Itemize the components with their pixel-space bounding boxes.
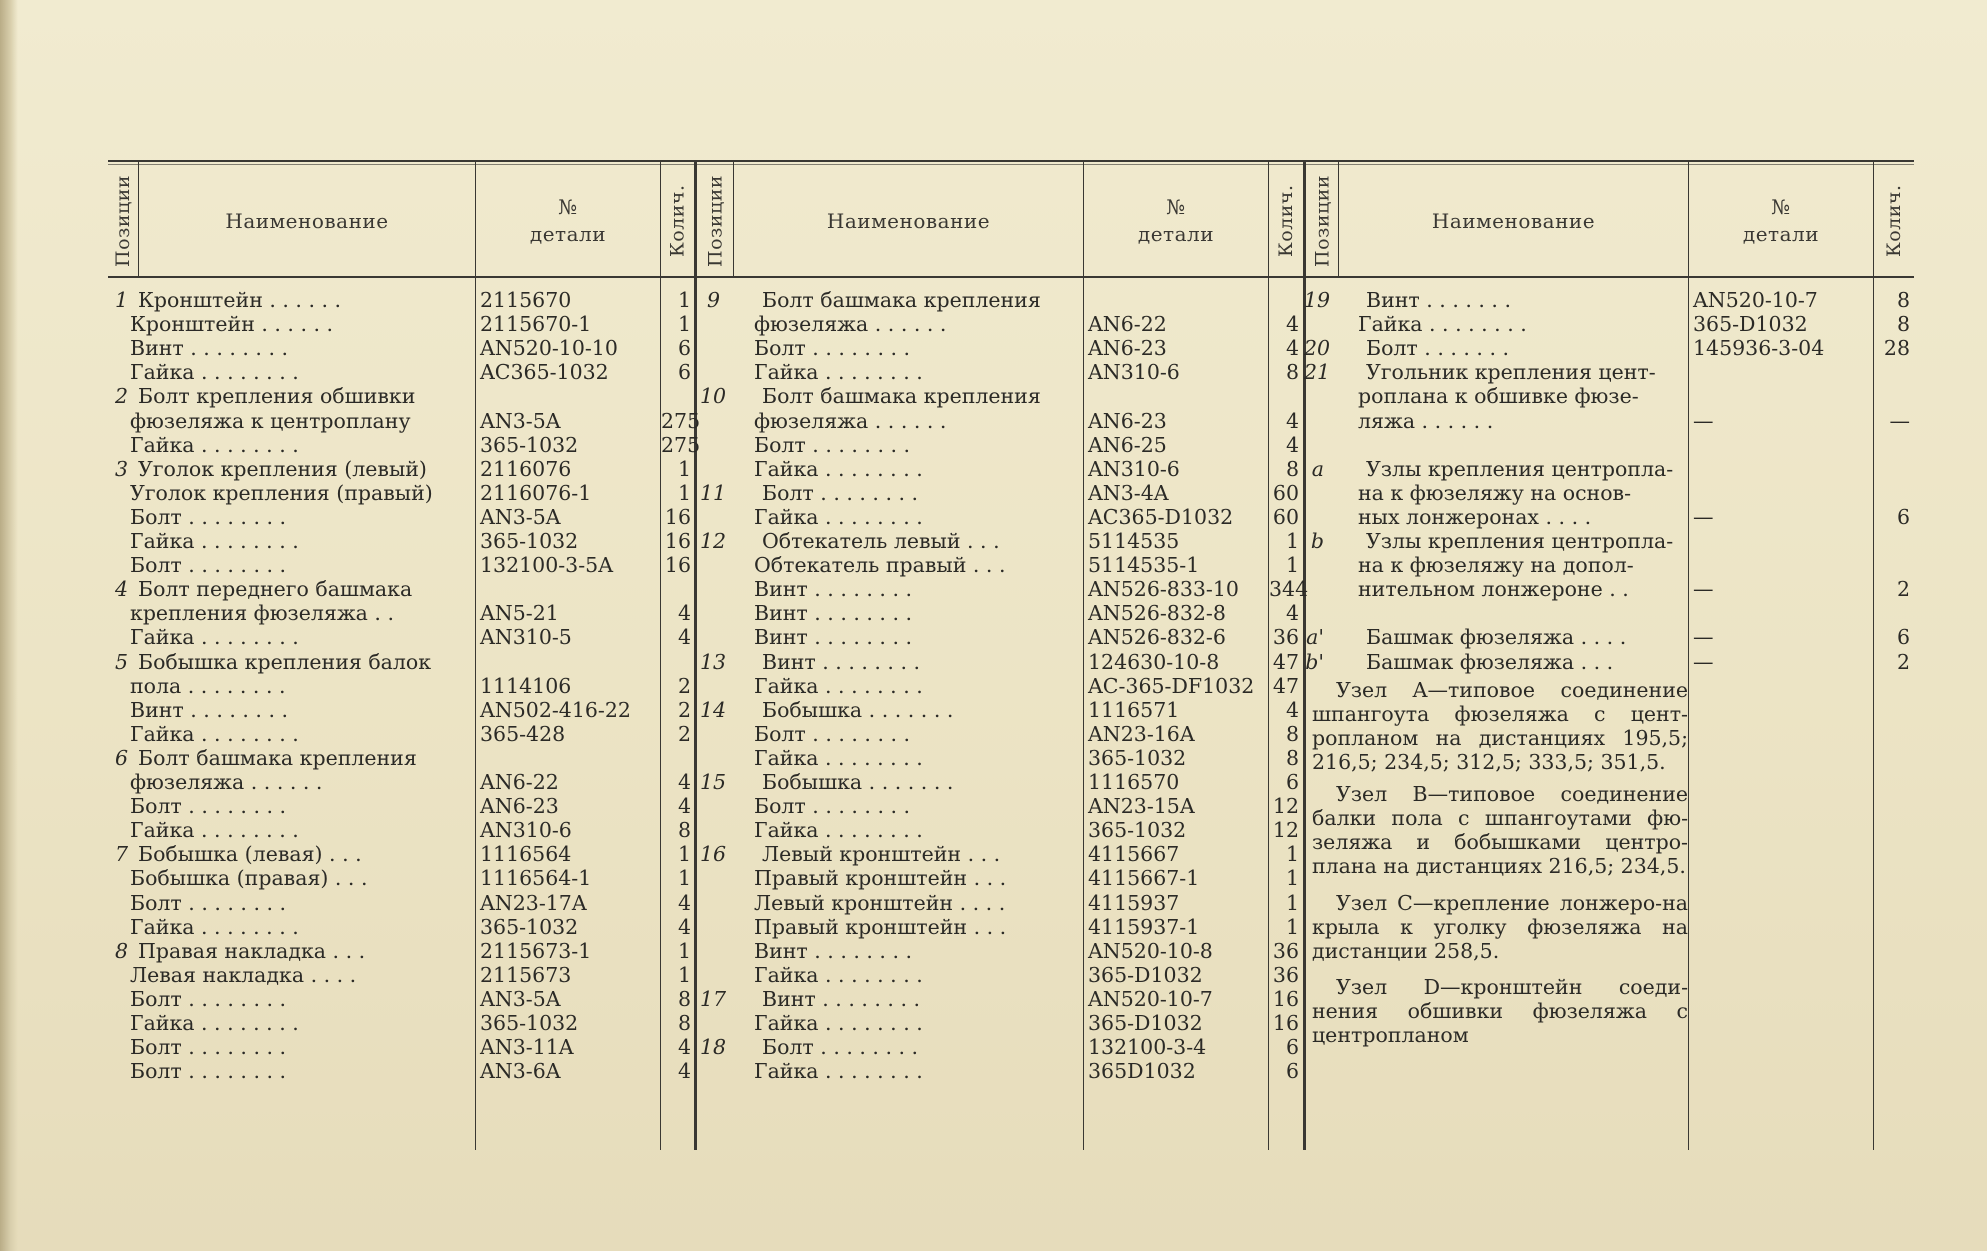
item-name: фюзеляжа . . . . . .: [754, 312, 947, 337]
quantity: 6: [677, 360, 691, 385]
item-name: Гайка . . . . . . . .: [754, 673, 923, 698]
quantity: 28: [1883, 336, 1910, 361]
node-note: Узел C—крепление лонжеро-на крыла к уголку фюзеляжа на дистанции 258,5.: [1312, 890, 1688, 963]
quantity: 1: [1285, 842, 1299, 867]
quantity: 2: [1896, 649, 1910, 674]
item-name: Болт . . . . . . . .: [754, 721, 911, 746]
quantity: 8: [1896, 288, 1910, 312]
quantity: 6: [1285, 1035, 1299, 1060]
item-name: Узлы крепления центропла-: [1366, 529, 1674, 553]
part-number: AN3-5A: [480, 408, 561, 433]
part-number: AN23-15A: [1088, 794, 1195, 819]
item-name: Болт . . . . . . .: [1366, 336, 1509, 361]
item-name: Гайка . . . . . . . .: [130, 818, 299, 843]
quantity: 4: [1285, 432, 1299, 457]
part-number: AN310-6: [1088, 456, 1180, 481]
quantity: 12: [1272, 794, 1299, 819]
top-rule-thin: [108, 164, 1914, 165]
header-position: Позиции: [112, 174, 134, 268]
quantity: 6: [1896, 625, 1910, 650]
part-number: AN6-23: [1088, 408, 1167, 433]
item-name: Угольник крепления цент-: [1366, 360, 1656, 385]
table-row: [108, 625, 1914, 649]
quantity: 2: [677, 697, 691, 722]
header-qty: Колич.: [1275, 184, 1297, 258]
part-number: 2115673: [480, 962, 572, 987]
table-row: [108, 505, 1914, 529]
header-part-line2: детали: [1137, 222, 1215, 246]
part-number: AN520-10-10: [480, 336, 618, 361]
position-number: 16: [700, 842, 727, 867]
item-name: ляжа . . . . . .: [1358, 408, 1494, 433]
quantity: 60: [1272, 480, 1299, 505]
item-name: Башмак фюзеляжа . . . .: [1366, 625, 1627, 650]
quantity: 8: [677, 986, 691, 1011]
item-name: Гайка . . . . . . . .: [754, 962, 923, 987]
item-name: Уголок крепления (левый): [138, 456, 427, 481]
item-name: Кронштейн . . . . . .: [130, 312, 334, 337]
item-name: Винт . . . . . . . .: [754, 625, 912, 650]
item-name: Бобышка (левая) . . .: [138, 842, 362, 867]
quantity: 1: [1285, 890, 1299, 915]
item-name: Гайка . . . . . . . .: [754, 818, 923, 843]
position-number: 15: [700, 770, 727, 794]
node-note: Узел B—типовое соединение балки пола с шпангоутами фю-зеляжа и бобышками центро-плана на дистанциях 216,5; 234,5.: [1312, 782, 1688, 879]
item-name: Гайка . . . . . . . .: [754, 745, 923, 770]
part-number: 4115667: [1088, 842, 1180, 867]
item-name: Гайка . . . . . . . .: [130, 432, 299, 457]
item-name: Винт . . . . . . . .: [130, 336, 288, 361]
part-number: AN520-10-8: [1088, 938, 1213, 963]
quantity: 1: [677, 962, 691, 987]
item-name: Болт . . . . . . . .: [130, 553, 287, 578]
part-number: AN6-22: [1088, 312, 1167, 337]
parts-table: [108, 160, 1914, 1150]
part-number: AN310-5: [480, 625, 572, 650]
quantity: 6: [1285, 1059, 1299, 1084]
item-name: Болт . . . . . . . .: [130, 794, 287, 819]
part-number: —: [1693, 649, 1714, 674]
item-name: нительном лонжероне . .: [1358, 577, 1629, 602]
item-name: Винт . . . . . . . .: [754, 577, 912, 602]
position-number: 13: [700, 649, 727, 674]
item-name: Винт . . . . . . . .: [762, 986, 920, 1011]
item-name: Болт . . . . . . . .: [762, 1035, 919, 1060]
header-qty: Колич.: [1883, 184, 1905, 258]
quantity: 16: [664, 504, 691, 529]
quantity: 6: [1896, 504, 1910, 529]
quantity: 12: [1272, 818, 1299, 843]
item-name: Болт . . . . . . . .: [130, 504, 287, 529]
page-spine-shadow: [0, 0, 18, 1251]
part-number: AN526-833-10: [1088, 577, 1239, 602]
header-position: Позиции: [704, 174, 727, 268]
part-number: AN3-5A: [480, 504, 561, 529]
part-number: AN6-22: [480, 770, 559, 794]
part-number: 365-1032: [480, 1011, 579, 1035]
item-name: Болт башмака крепления: [762, 384, 1041, 409]
quantity: 4: [1285, 312, 1299, 337]
item-name: Обтекатель правый . . .: [754, 553, 1006, 578]
quantity: 2: [1896, 577, 1910, 602]
part-number: 365-D1032: [1088, 962, 1203, 987]
table-row: [108, 1059, 1914, 1083]
part-number: 132100-3-5A: [480, 553, 613, 578]
item-name: Болт . . . . . . . .: [754, 432, 911, 457]
item-name: крепления фюзеляжа . .: [130, 601, 394, 626]
item-name: Левый кронштейн . . . .: [754, 890, 1006, 915]
item-name: Болт . . . . . . . .: [762, 480, 919, 505]
quantity: 4: [677, 625, 691, 650]
node-note: Узел D—кронштейн соеди-нения обшивки фюзеляжа с центропланом: [1312, 974, 1688, 1047]
part-number: 4115937: [1088, 890, 1180, 915]
item-name: Бобышка . . . . . . .: [762, 697, 954, 722]
position-number: 14: [700, 697, 727, 722]
quantity: 47: [1272, 649, 1299, 674]
part-number: 1116564-1: [480, 866, 592, 891]
part-number: AC365-D1032: [1088, 504, 1234, 529]
item-name: Бобышка (правая) . . .: [130, 866, 368, 891]
part-number: AN23-16A: [1088, 721, 1195, 746]
part-number: AN502-416-22: [480, 697, 631, 722]
header-name: Наименование: [826, 208, 991, 233]
item-name: Болт . . . . . . . .: [130, 1059, 287, 1084]
position-number: 1: [114, 288, 128, 312]
position-number: 8: [114, 938, 128, 963]
position-number: 11: [700, 480, 727, 505]
quantity: 16: [664, 529, 691, 553]
item-name: Гайка . . . . . . . .: [754, 504, 923, 529]
part-number: 1116571: [1088, 697, 1180, 722]
quantity: 1: [677, 312, 691, 337]
position-number: b: [1310, 529, 1324, 553]
item-name: Узлы крепления центропла-: [1366, 456, 1674, 481]
item-name: Болт башмака крепления: [762, 288, 1041, 312]
part-number: —: [1693, 504, 1714, 529]
position-number: 18: [700, 1035, 727, 1060]
table-row: [108, 457, 1914, 481]
part-number: AN6-23: [480, 794, 559, 819]
item-name: Болт башмака крепления: [138, 745, 417, 770]
quantity: 1: [1285, 553, 1299, 578]
header-qty: Колич.: [666, 184, 689, 258]
item-name: на к фюзеляжу на допол-: [1358, 553, 1634, 578]
item-name: на к фюзеляжу на основ-: [1358, 480, 1632, 505]
table-row: [108, 481, 1914, 505]
item-name: Винт . . . . . . . .: [762, 649, 920, 674]
table-row: [108, 553, 1914, 577]
header-part-line1: №: [558, 195, 578, 219]
position-number: 7: [114, 842, 128, 867]
part-number: 4115667-1: [1088, 866, 1200, 891]
header-part-line1: №: [1771, 195, 1791, 219]
position-number: 4: [114, 577, 128, 602]
quantity: 8: [677, 818, 691, 843]
item-name: фюзеляжа . . . . . .: [130, 770, 323, 794]
item-name: Болт . . . . . . . .: [130, 986, 287, 1011]
item-name: Болт . . . . . . . .: [754, 336, 911, 361]
quantity: —: [1889, 408, 1910, 433]
part-number: AN6-25: [1088, 432, 1167, 457]
item-name: Гайка . . . . . . . .: [130, 529, 299, 553]
part-number: AN310-6: [1088, 360, 1180, 385]
quantity: 4: [1285, 697, 1299, 722]
quantity: 4: [677, 601, 691, 626]
part-number: 365-1032: [480, 529, 579, 553]
quantity: 1: [1285, 529, 1299, 553]
item-name: Гайка . . . . . . . .: [754, 1059, 923, 1084]
item-name: Гайка . . . . . . . .: [754, 360, 923, 385]
table-row: [108, 577, 1914, 601]
part-number: 2115670-1: [480, 312, 592, 337]
header-rule: [108, 276, 1914, 278]
header-part-line2: детали: [529, 222, 607, 246]
quantity: 1: [677, 288, 691, 312]
quantity: 4: [677, 890, 691, 915]
quantity: 6: [1285, 770, 1299, 794]
quantity: 4: [677, 1059, 691, 1084]
item-name: Гайка . . . . . . . .: [1358, 312, 1527, 337]
table-row: [108, 336, 1914, 360]
header-name: Наименование: [1431, 208, 1596, 233]
quantity: 2: [677, 721, 691, 746]
header-position: Позиции: [1311, 174, 1334, 268]
item-name: Гайка . . . . . . . .: [754, 1011, 923, 1035]
item-name: Винт . . . . . . . .: [754, 938, 912, 963]
node-note: Узел A—типовое соединение шпангоута фюзеляжа с цент-ропланом на дистанциях 195,5; 216,5; 234,5; 312,5; 333,5; 351,5.: [1312, 677, 1688, 774]
part-number: 365-1032: [1088, 745, 1187, 770]
item-name: Гайка . . . . . . . .: [130, 625, 299, 650]
quantity: 1: [1285, 866, 1299, 891]
part-number: AN3-4A: [1088, 480, 1169, 505]
part-number: AN520-10-7: [1088, 986, 1213, 1011]
item-name: Левая накладка . . . .: [130, 962, 357, 987]
part-number: 2116076: [480, 456, 572, 481]
position-number: 20: [1304, 336, 1331, 361]
part-number: 365-1032: [480, 914, 579, 939]
part-number: 145936-3-04: [1693, 336, 1825, 361]
header-part-number: [1084, 166, 1268, 276]
item-name: Обтекатель левый . . .: [762, 529, 1000, 553]
table-row: [108, 312, 1914, 336]
quantity: 47: [1272, 673, 1299, 698]
quantity: 8: [1285, 360, 1299, 385]
part-number: —: [1693, 625, 1714, 650]
item-name: Гайка . . . . . . . .: [130, 914, 299, 939]
item-name: роплана к обшивке фюзе-: [1358, 384, 1639, 409]
quantity: 36: [1272, 938, 1299, 963]
quantity: 1: [677, 866, 691, 891]
top-rule: [108, 160, 1914, 162]
quantity: 6: [677, 336, 691, 361]
table-row: [108, 601, 1914, 625]
position-number: 9: [706, 288, 720, 312]
quantity: 60: [1272, 504, 1299, 529]
header-part-line2: детали: [1742, 222, 1820, 246]
part-number: 365-1032: [1088, 818, 1187, 843]
item-name: ных лонжеронах . . . .: [1358, 504, 1592, 529]
part-number: AN520-10-7: [1693, 288, 1818, 312]
position-number: a': [1306, 625, 1324, 650]
part-number: 2115673-1: [480, 938, 592, 963]
quantity: 4: [677, 914, 691, 939]
item-name: Гайка . . . . . . . .: [130, 360, 299, 385]
table-row: [108, 409, 1914, 433]
part-number: AN526-832-6: [1088, 625, 1226, 650]
part-number: AN3-5A: [480, 986, 561, 1011]
item-name: пола . . . . . . . .: [130, 673, 286, 698]
item-name: Винт . . . . . . .: [1366, 288, 1511, 312]
position-number: 6: [114, 745, 128, 770]
part-number: 2115670: [480, 288, 572, 312]
item-name: Правый кронштейн . . .: [754, 866, 1007, 891]
quantity: 36: [1272, 962, 1299, 987]
item-name: Болт . . . . . . . .: [130, 890, 287, 915]
position-number: 3: [114, 456, 128, 481]
table-row: [108, 433, 1914, 457]
part-number: 365D1032: [1088, 1059, 1196, 1084]
part-number: 1116564: [480, 842, 572, 867]
item-name: Винт . . . . . . . .: [754, 601, 912, 626]
quantity: 1: [677, 842, 691, 867]
item-name: фюзеляжа к центроплану: [130, 408, 411, 433]
part-number: 1116570: [1088, 770, 1180, 794]
quantity: 8: [1285, 745, 1299, 770]
part-number: AN23-17A: [480, 890, 587, 915]
part-number: 365-428: [480, 721, 566, 746]
part-number: 365-D1032: [1088, 1011, 1203, 1035]
item-name: Болт . . . . . . . .: [130, 1035, 287, 1060]
quantity: 1: [677, 456, 691, 481]
quantity: 275: [661, 432, 701, 457]
item-name: Уголок крепления (правый): [130, 480, 433, 505]
part-number: AN6-23: [1088, 336, 1167, 361]
item-name: Гайка . . . . . . . .: [130, 721, 299, 746]
item-name: Кронштейн . . . . . .: [138, 288, 342, 312]
quantity: 8: [677, 1011, 691, 1035]
quantity: 36: [1272, 625, 1299, 650]
part-number: 4115937-1: [1088, 914, 1200, 939]
quantity: 344: [1269, 577, 1309, 602]
item-name: Бобышка . . . . . . .: [762, 770, 954, 794]
table-row: [108, 360, 1914, 384]
part-number: AN3-6A: [480, 1059, 561, 1084]
item-name: фюзеляжа . . . . . .: [754, 408, 947, 433]
position-number: a: [1311, 456, 1324, 481]
quantity: 1: [677, 480, 691, 505]
quantity: 16: [1272, 1011, 1299, 1035]
item-name: Болт переднего башмака: [138, 577, 413, 602]
part-number: AC365-1032: [480, 360, 609, 385]
item-name: Башмак фюзеляжа . . .: [1366, 649, 1614, 674]
position-number: 19: [1304, 288, 1331, 312]
item-name: Гайка . . . . . . . .: [130, 1011, 299, 1035]
part-number: 1114106: [480, 673, 572, 698]
position-number: 12: [700, 529, 727, 553]
quantity: 275: [661, 408, 701, 433]
header-part-line1: №: [1166, 195, 1186, 219]
position-number: 21: [1304, 360, 1331, 385]
position-number: 2: [114, 384, 128, 409]
quantity: 4: [677, 794, 691, 819]
item-name: Болт . . . . . . . .: [754, 794, 911, 819]
item-name: Правая накладка . . .: [138, 938, 366, 963]
header-part-number: [476, 166, 660, 276]
header-name: Наименование: [225, 208, 389, 233]
quantity: 4: [1285, 336, 1299, 361]
part-number: AN5-21: [480, 601, 559, 626]
quantity: 8: [1285, 456, 1299, 481]
part-number: —: [1693, 408, 1714, 433]
quantity: 4: [1285, 601, 1299, 626]
quantity: 1: [677, 938, 691, 963]
item-name: Винт . . . . . . . .: [130, 697, 288, 722]
quantity: 4: [1285, 408, 1299, 433]
part-number: AC-365-DF1032: [1088, 673, 1255, 698]
quantity: 16: [664, 553, 691, 578]
part-number: —: [1693, 577, 1714, 602]
position-number: b': [1305, 649, 1324, 674]
quantity: 4: [677, 1035, 691, 1060]
part-number: 5114535-1: [1088, 553, 1200, 578]
position-number: 10: [700, 384, 727, 409]
item-name: Гайка . . . . . . . .: [754, 456, 923, 481]
item-name: Бобышка крепления балок: [138, 649, 432, 674]
quantity: 8: [1896, 312, 1910, 337]
part-number: AN3-11A: [480, 1035, 574, 1060]
position-number: 5: [114, 649, 128, 674]
part-number: AN310-6: [480, 818, 572, 843]
part-number: 124630-10-8: [1088, 649, 1220, 674]
table-row: [108, 384, 1914, 408]
quantity: 16: [1272, 986, 1299, 1011]
quantity: 8: [1285, 721, 1299, 746]
position-number: 17: [700, 986, 727, 1011]
item-name: Левый кронштейн . . .: [762, 842, 1001, 867]
header-part-number: [1689, 166, 1873, 276]
part-number: 5114535: [1088, 529, 1180, 553]
part-number: 132100-3-4: [1088, 1035, 1207, 1060]
quantity: 2: [677, 673, 691, 698]
part-number: AN526-832-8: [1088, 601, 1226, 626]
part-number: 2116076-1: [480, 480, 592, 505]
table-row: [108, 288, 1914, 312]
table-row: [108, 650, 1914, 674]
item-name: Болт крепления обшивки: [138, 384, 416, 409]
part-number: 365-1032: [480, 432, 579, 457]
part-number: 365-D1032: [1693, 312, 1808, 337]
quantity: 4: [677, 770, 691, 794]
table-row: [108, 529, 1914, 553]
quantity: 1: [1285, 914, 1299, 939]
item-name: Правый кронштейн . . .: [754, 914, 1007, 939]
